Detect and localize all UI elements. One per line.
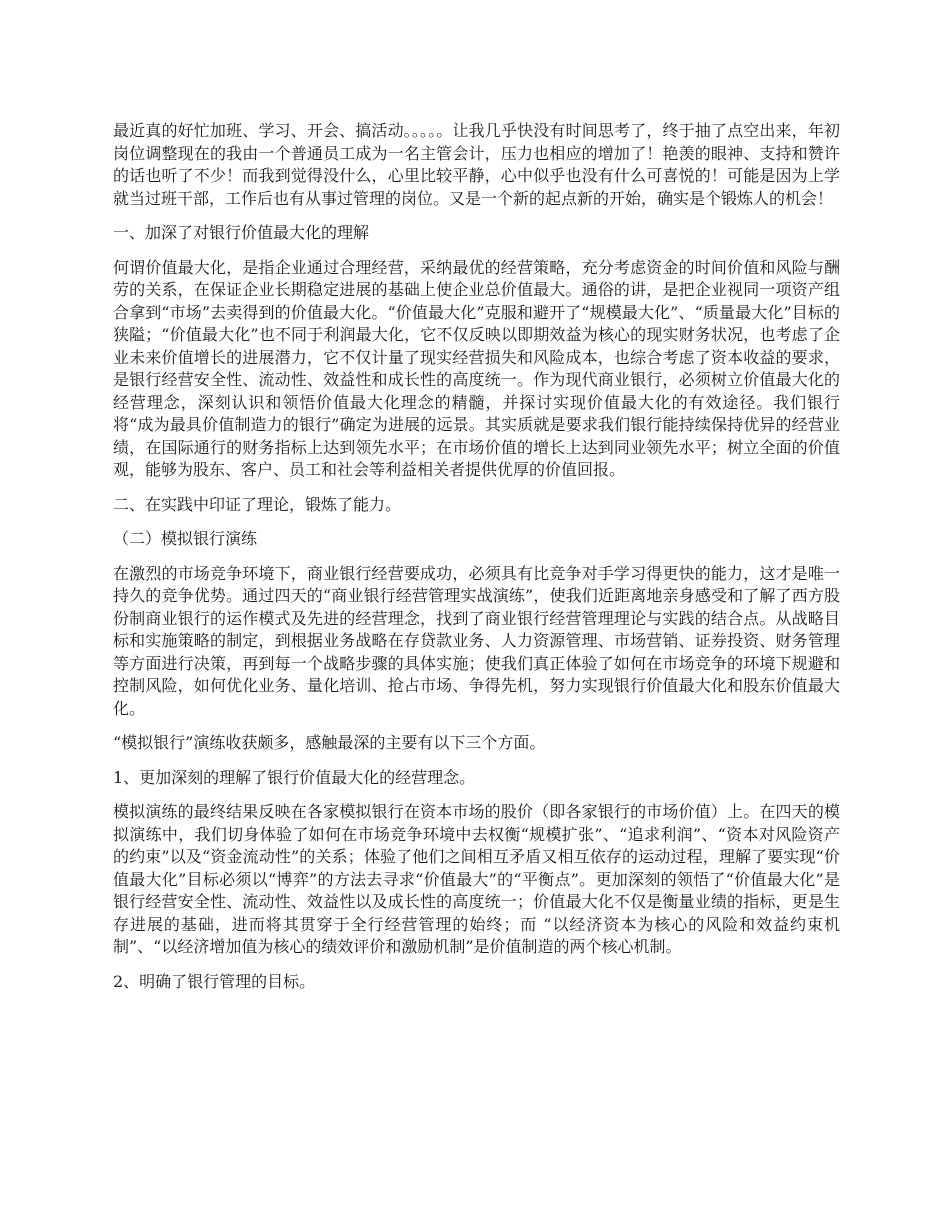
- point-heading-1: 1、更加深刻的理解了银行价值最大化的经营理念。: [113, 767, 476, 787]
- section-heading-2: 二、在实践中印证了理论，锻炼了能力。: [113, 494, 402, 514]
- simulation-paragraph: 在激烈的市场竞争环境下，商业银行经营要成功，必须具有比竞争对手学习得更快的能力，这才是唯一持久的竞争优势。通过四天的“商业银行经营管理实战演练”，使我们近距离地亲身感受和了解了西方股份制商业银行的运作模式及先进的经营理念，找到了商业银行经营管理理论与实践的结合点。从战略目标和实施策略的制定，到根据业务战略在存贷款业务、人力资源管理、市场营销、证券投资、财务管理等方面进行决策，再到每一个战略步骤的具体实施；使我们真正体验了如何在市场竞争的环境下规避和控制风险，如何优化业务、量化培训、抢占市场、争得先机，努力实现银行价值最大化和股东价值最大化。: [113, 563, 840, 718]
- section-heading-1: 一、加深了对银行价值最大化的理解: [113, 223, 370, 242]
- point-1-paragraph: 模拟演练的最终结果反映在各家模拟银行在资本市场的股价（即各家银行的市场价值）上。在四天的模拟演练中，我们切身体验了如何在市场竞争环境中去权衡“规模扩张”、“追求利润”、“资本对风险资产的约束”以及“资金流动性”的关系；体验了他们之间相互矛盾又相互依存的运动过程，理解了要实现“价值最大化”目标必须以“博弈”的方法去寻求“价值最大”的“平衡点”。更加深刻的领悟了“价值最大化”是银行经营安全性、流动性、效益性以及成长性的高度统一；价值最大化不仅是衡量业绩的指标，更是生存进展的基础，进而将其贯穿于全行经营管理的始终；而 “以经济资本为核心的风险和效益约束机制”、“以经济增加值为核心的绩效评价和激励机制”是价值制造的两个核心机制。: [113, 802, 840, 956]
- point-heading-2: 2、明确了银行管理的目标。: [113, 971, 316, 991]
- value-maximization-paragraph: 何谓价值最大化，是指企业通过合理经营，采纳最优的经营策略，充分考虑资金的时间价值和风险与酬劳的关系，在保证企业长期稳定进展的基础上使企业总价值最大。通俗的讲，是把企业视同一项资产组合拿到“市场”去卖得到的价值最大化。“价值最大化”克服和避开了“规模最大化”、“质量最大化”目标的狭隘；“价值最大化”也不同于利润最大化，它不仅反映以即期效益为核心的现实财务状况，也考虑了企业未来价值增长的进展潜力，它不仅计量了现实经营损失和风险成本，也综合考虑了资本收益的要求，是银行经营安全性、流动性、效益性和成长性的高度统一。作为现代商业银行，必须树立价值最大化的经营理念，深刻认识和领悟价值最大化理念的精髓，并探讨实现价值最大化的有效途径。我们银行将“成为最具价值制造力的银行”确定为进展的远景。其实质就是要求我们银行能持续保持优异的经营业绩，在国际通行的财务指标上达到领先水平；在市场价值的增长上达到同业领先水平；树立全面的价值观，能够为股东、客户、员工和社会等利益相关者提供优厚的价值回报。: [113, 257, 840, 479]
- intro-paragraph: 最近真的好忙加班、学习、开会、搞活动。。。。。让我几乎快没有时间思考了，终于抽了点空出来，年初岗位调整现在的我由一个普通员工成为一名主管会计，压力也相应的增加了！艳羡的眼神、支持和赞许的话也听了不少！而我到觉得没什么，心里比较平静，心中似乎也没有什么可喜悦的！可能是因为上学就当过班干部，工作后也有从事过管理的岗位。又是一个新的起点新的开始，确实是个锻炼人的机会！: [113, 121, 840, 208]
- subsection-heading-simulation: （二）模拟银行演练: [113, 529, 258, 548]
- document-body: [113, 120, 840, 1005]
- harvest-paragraph: “模拟银行”演练收获颇多，感触最深的主要有以下三个方面。: [113, 733, 546, 752]
